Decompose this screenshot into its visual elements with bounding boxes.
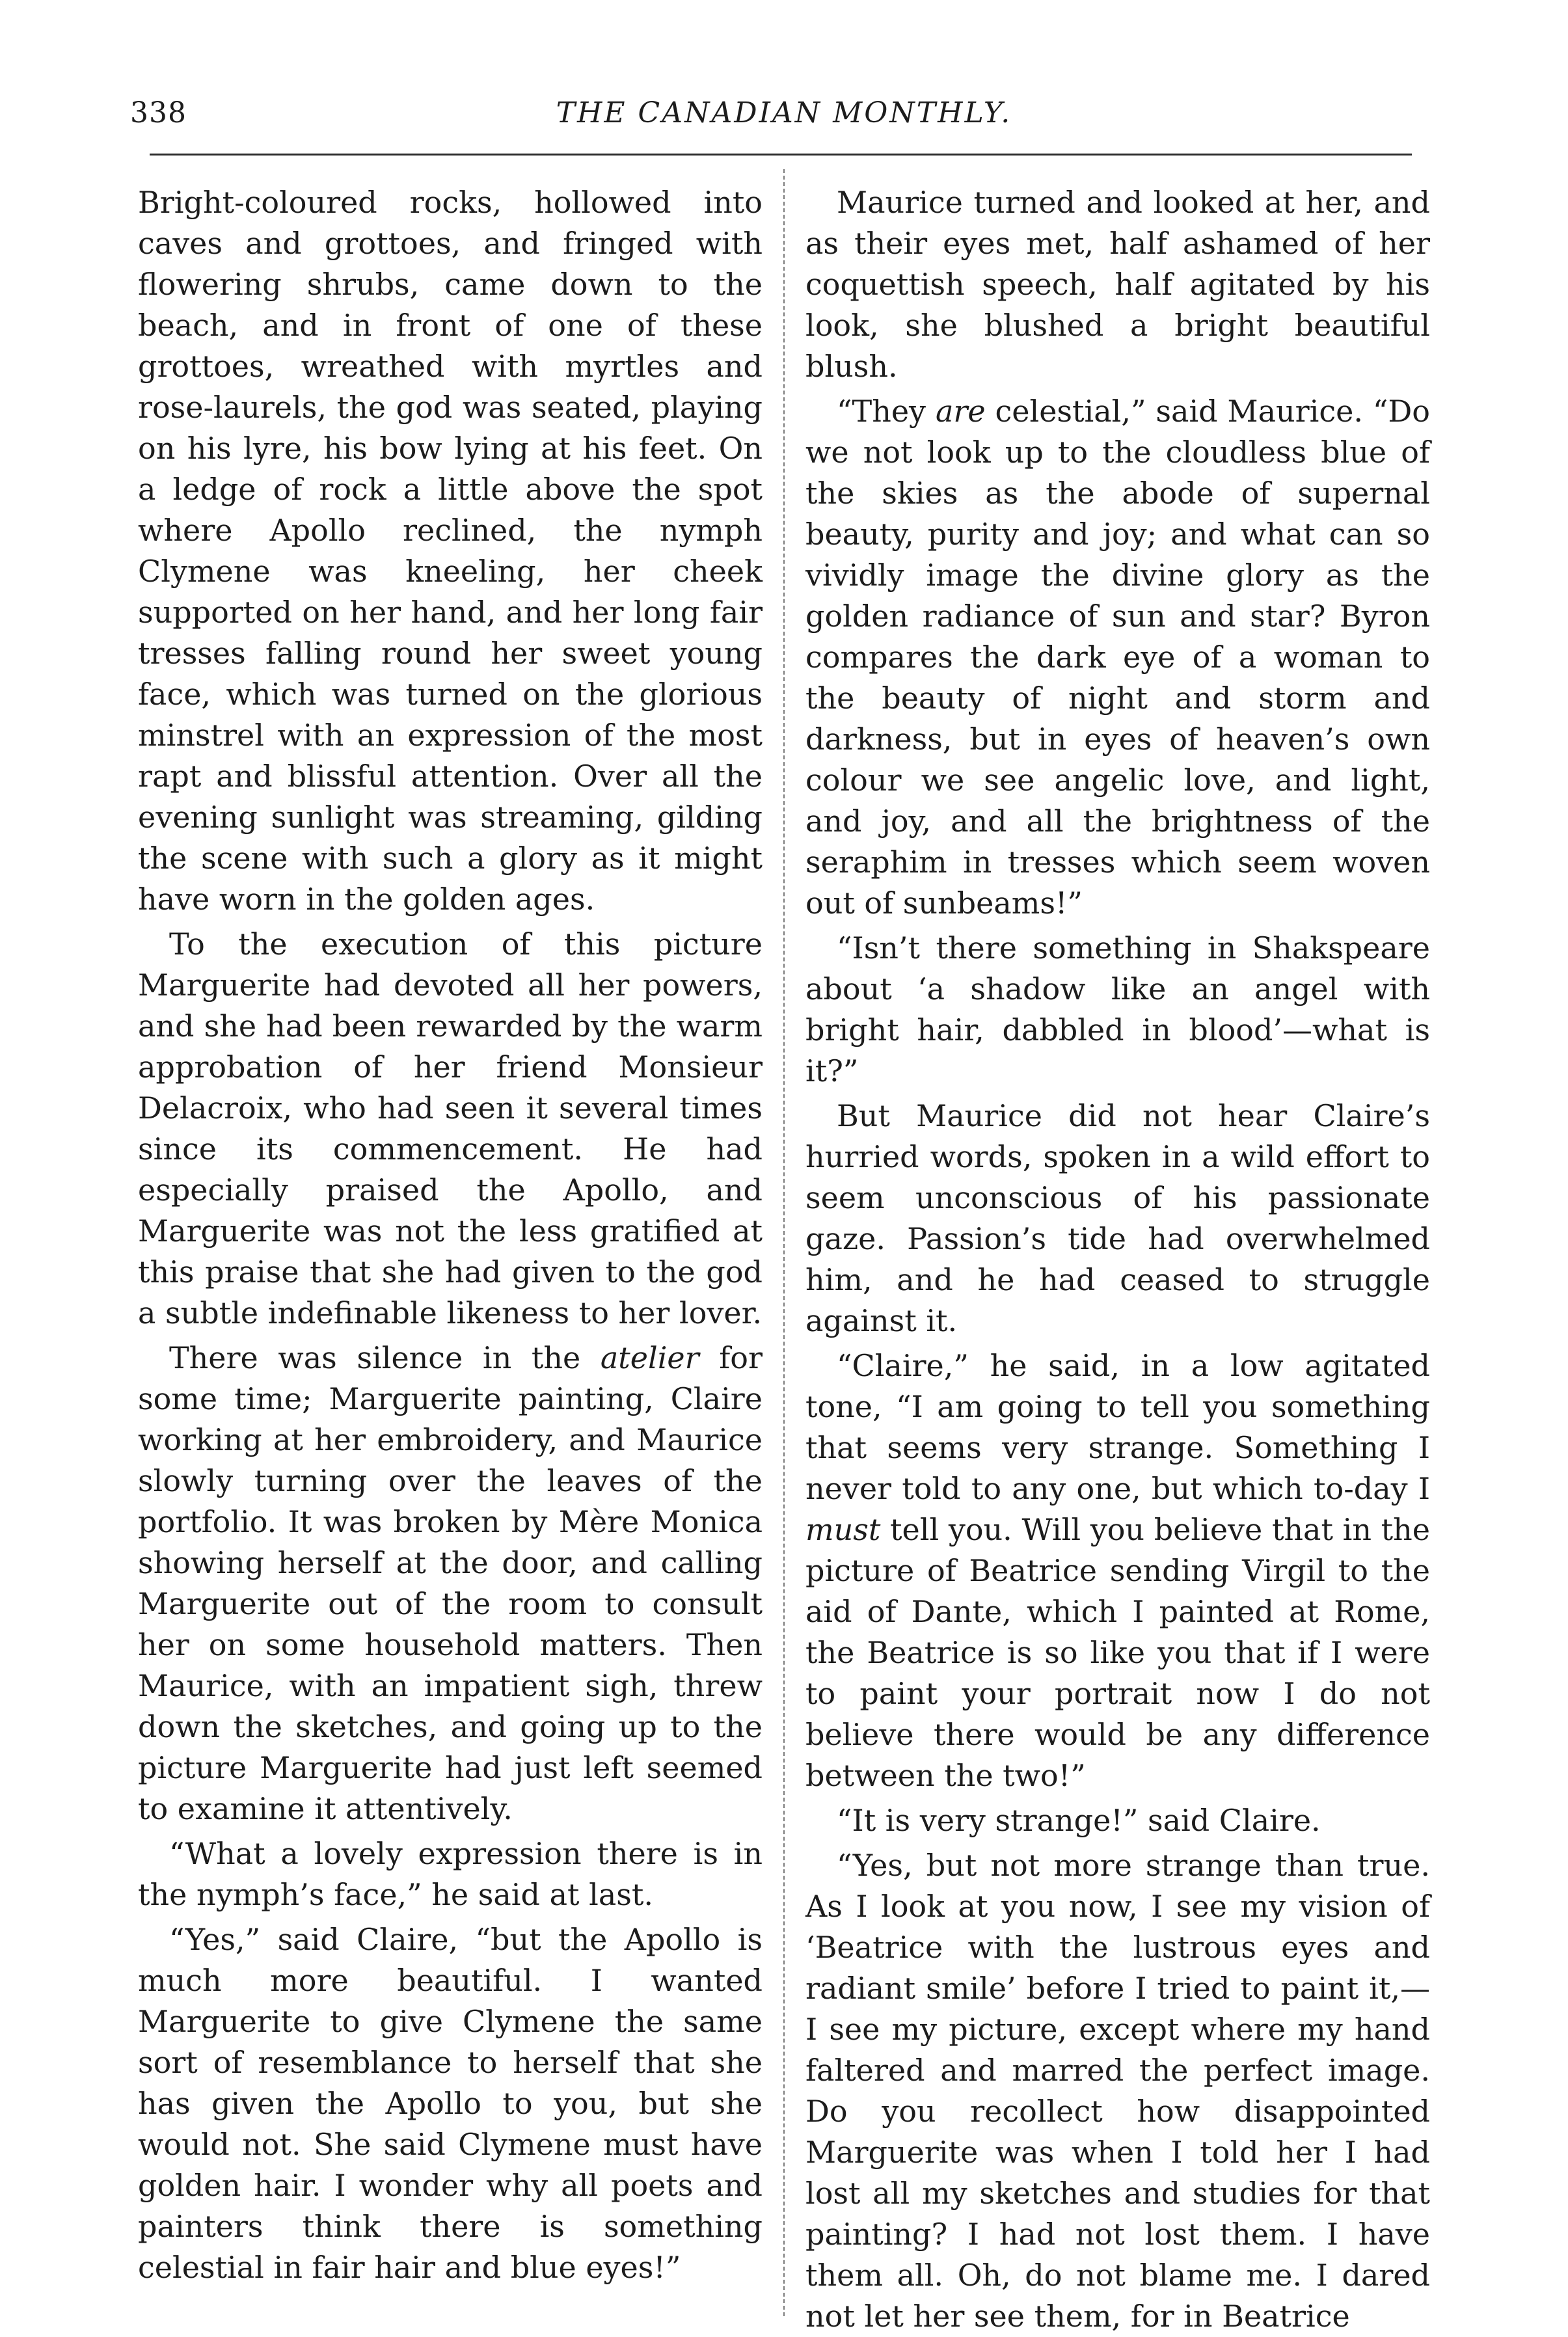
- page-number: 338: [130, 96, 187, 129]
- right-column: [805, 182, 1430, 2337]
- paragraph: “What a lovely expression there is in the nymph’s face,” he said at last.: [138, 1836, 763, 1912]
- paragraph: [805, 1345, 1430, 1796]
- italic-word: atelier: [600, 1340, 699, 1375]
- left-column: [138, 182, 763, 2288]
- text-run: “They: [837, 394, 936, 429]
- column-divider: [783, 169, 785, 2316]
- paragraph: Bright-coloured rocks, hollowed into caves and grottoes, and fringed with flowering shrubs, came down to the beach, and in front of one of these grottoes, wreathed with myrtles and rose-laurels, the god was seated, playing on his lyre, his bow lying at his feet. On a ledge of rock a little above the spot where Apollo reclined, the nymph Clymene was kneeling, her cheek supported on her hand, and her long fair tresses falling round her sweet young face, which was turned on the glorious minstrel with an expression of the most rapt and blissful attention. Over all the evening sunlight was streaming, gilding the scene with such a glory as it might have worn in the golden ages.: [138, 185, 763, 917]
- text-run: There was silence in the: [169, 1340, 601, 1375]
- paragraph: “Isn’t there something in Shakspeare about ‘a shadow like an angel with bright hair, dabbled in blood’—what is it?”: [805, 930, 1430, 1088]
- text-run: tell you. Will you believe that in the picture of Beatrice sending Virgil to the aid of Dante, which I painted at Rome, the Beatrice is so like you that if I were to paint your portrait now I do not believe there would be any difference between the two!”: [805, 1512, 1430, 1793]
- text-run: for some time; Marguerite painting, Claire working at her embroidery, and Maurice slowly turning over the leaves of the portfolio. It was broken by Mère Monica showing herself at the door, and calling Marguerite out of the room to consult her on some household matters. Then Maurice, with an impatient sigh, threw down the sketches, and going up to the picture Marguerite had just left seemed to examine it attentively.: [138, 1340, 763, 1826]
- paragraph: To the execution of this picture Marguerite had devoted all her powers, and she had been rewarded by the warm approbation of her friend Monsieur Delacroix, who had seen it several times since its commencement. He had especially praised the Apollo, and Marguerite was not the less gratified at this praise that she had given to the god a subtle indefinable likeness to her lover.: [138, 926, 763, 1331]
- paragraph: “Yes, but not more strange than true. As I look at you now, I see my vision of ‘Beatrice with the lustrous eyes and radiant smile’ before I tried to paint it,—I see my picture, except where my hand faltered and marred the perfect image. Do you recollect how disappointed Marguerite was when I told her I had lost all my sketches and studies for that painting? I had not lost them. I have them all. Oh, do not blame me. I dared not let her see them, for in Beatrice: [805, 1848, 1430, 2334]
- paragraph: But Maurice did not hear Claire’s hurried words, spoken in a wild effort to seem unconscious of his passionate gaze. Passion’s tide had overwhelmed him, and he had ceased to struggle against it.: [805, 1098, 1430, 1338]
- italic-word: are: [935, 394, 986, 429]
- running-head: THE CANADIAN MONTHLY.: [556, 96, 1012, 129]
- italic-word: must: [805, 1512, 881, 1547]
- paragraph: “It is very strange!” said Claire.: [837, 1803, 1321, 1838]
- text-run: “Claire,” he said, in a low agitated tone, “I am going to tell you something that seems very strange. Something I never told to any one, but which to-day I: [805, 1348, 1430, 1506]
- paragraph: [805, 391, 1430, 924]
- header-rule: [150, 154, 1412, 155]
- paragraph: “Yes,” said Claire, “but the Apollo is much more beautiful. I wanted Marguerite to give Clymene the same sort of resemblance to herself that she has given the Apollo to you, but she would not. She said Clymene must have golden hair. I wonder why all poets and painters think there is something celestial in fair hair and blue eyes!”: [138, 1922, 763, 2285]
- paragraph: Maurice turned and looked at her, and as their eyes met, half ashamed of her coquettish speech, half agitated by his look, she blushed a bright beautiful blush.: [805, 185, 1430, 384]
- paragraph: [138, 1338, 763, 1830]
- text-run: celestial,” said Maurice. “Do we not look up to the cloudless blue of the skies as the abode of supernal beauty, purity and joy; and what can so vividly image the divine glory as the golden radiance of sun and star? Byron compares the dark eye of a woman to the beauty of night and storm and darkness, but in eyes of heaven’s own colour we see angelic love, and light, and joy, and all the brightness of the seraphim in tresses which seem woven out of sunbeams!”: [805, 394, 1430, 921]
